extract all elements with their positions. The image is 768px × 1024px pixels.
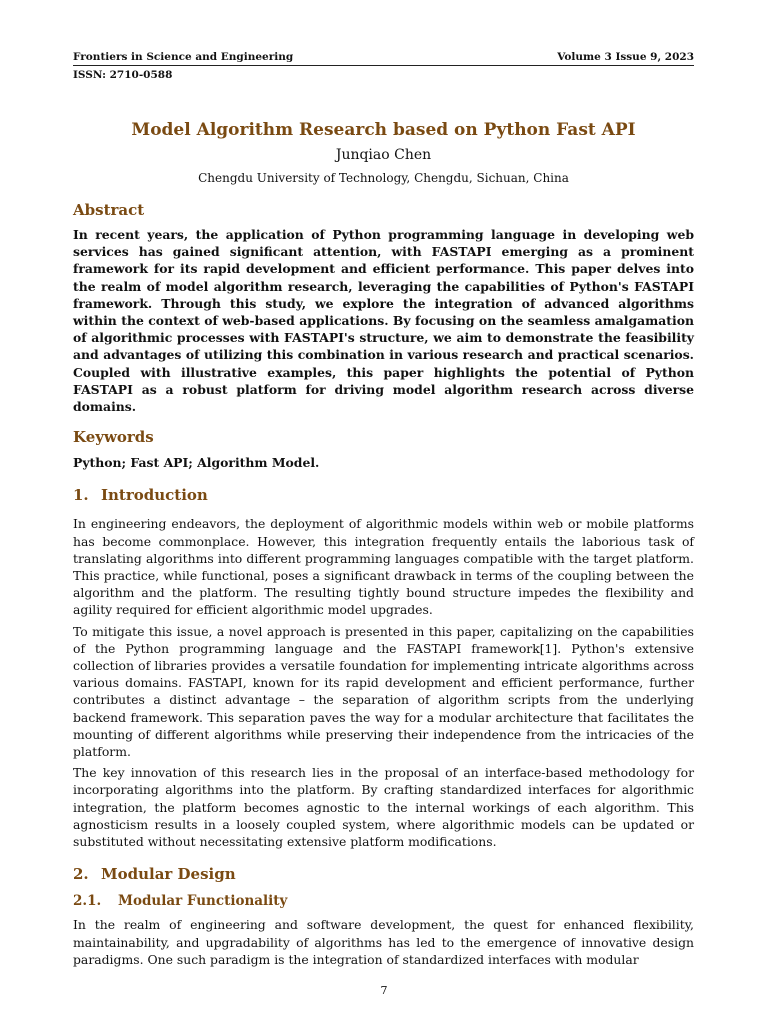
author-affiliation: Chengdu University of Technology, Chengdu, Sichuan, China: [198, 171, 569, 185]
keywords-heading: Keywords: [73, 428, 154, 447]
volume-issue: Volume 3 Issue 9, 2023: [557, 51, 694, 63]
modular-functionality-paragraph: In the realm of engineering and software development, the quest for enhanced flexibility, maintainability, and upgradability of algorithms has led to the emergence of innovative design paradigms. One such paradigm is the integration of standardized interfaces with modular: [73, 917, 694, 967]
paper-page: [73, 50, 694, 968]
introduction-paragraph-3: The key innovation of this research lies in the proposal of an interface-based methodology for incorporating algorithms into the platform. By crafting standardized interfaces for algorithmic integration, the platform becomes agnostic to the internal workings of each algorithm. This agnosticism results in a loosely coupled system, where algorithmic models can be updated or substituted without necessitating extensive platform modifications.: [73, 765, 694, 850]
subsection-title: Modular Functionality: [118, 893, 288, 910]
running-header: [73, 50, 694, 64]
abstract-text: In recent years, the application of Python programming language in developing web services has gained significant attention, with FASTAPI emerging as a prominent framework for its rapid development and efficient performance. This paper delves into the realm of model algorithm research, leveraging the capabilities of Python's FASTAPI framework. Through this study, we explore the integration of advanced algorithms within the context of web-based applications. By focusing on the seamless amalgamation of algorithmic processes with FASTAPI's structure, we aim to demonstrate the feasibility and advantages of utilizing this combination in various research and practical scenarios. Coupled with illustrative examples, this paper highlights the potential of Python FASTAPI as a robust platform for driving model algorithm research across diverse domains.: [73, 227, 694, 415]
issn: ISSN: 2710-0588: [73, 69, 173, 81]
paper-title: Model Algorithm Research based on Python Fast API: [131, 120, 636, 140]
introduction-paragraph-1: In engineering endeavors, the deployment of algorithmic models within web or mobile platforms has become commonplace. However, this integration frequently entails the laborious task of translating algorithms into different programming languages compatible with the target platform. This practice, while functional, poses a significant drawback in terms of the coupling between the algorithm and the platform. The resulting tightly bound structure impedes the flexibility and agility required for efficient algorithmic model upgrades.: [73, 516, 694, 618]
keywords-text: Python; Fast API; Algorithm Model.: [73, 455, 320, 471]
page-number: 7: [380, 984, 388, 997]
section-number: 1.: [73, 486, 89, 505]
introduction-paragraph-2: To mitigate this issue, a novel approach is presented in this paper, capitalizing on the capabilities of the Python programming language and the FASTAPI framework[1]. Python's extensive collection of libraries provides a versatile foundation for implementing intricate algorithms across various domains. FASTAPI, known for its rapid development and efficient performance, further contributes a distinct advantage – the separation of algorithm scripts from the underlying backend framework. This separation paves the way for a modular architecture that facilitates the mounting of different algorithms while preserving their independence from the intricacies of the platform.: [73, 623, 694, 760]
section-heading-modular-design: [73, 864, 694, 884]
section-number: 2.: [73, 865, 89, 884]
section-title: Introduction: [101, 486, 208, 505]
subsection-heading-modular-functionality: [73, 892, 694, 911]
abstract-heading: Abstract: [73, 201, 145, 219]
subsection-number: 2.1.: [73, 893, 102, 910]
section-heading-introduction: [73, 485, 694, 505]
section-title: Modular Design: [101, 865, 236, 884]
header-rule: [73, 65, 694, 66]
journal-name: Frontiers in Science and Engineering: [73, 51, 294, 63]
author-name: Junqiao Chen: [335, 147, 432, 163]
